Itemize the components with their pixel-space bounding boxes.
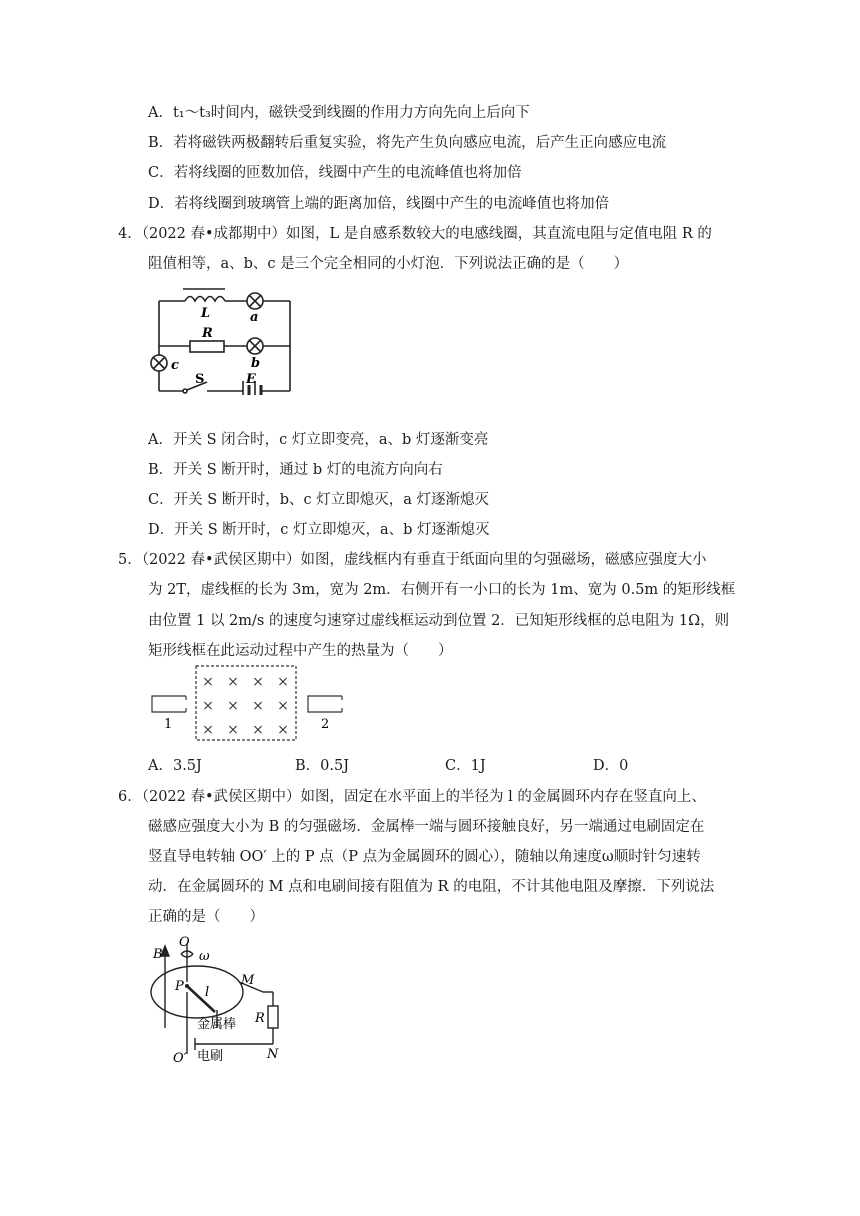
q4-label-S: S xyxy=(195,372,205,387)
q4-label-c: c xyxy=(171,358,179,373)
q5-cross: × xyxy=(252,674,264,690)
q4-stem-line1: 4．（2022 春•成都期中）如图，L 是自感系数较大的电感线圈，其直流电阻与定值电阻 R 的 xyxy=(118,226,712,242)
q4-label-R: R xyxy=(202,326,213,341)
q6-label-omega: ω xyxy=(199,949,210,964)
q5-cross: × xyxy=(227,698,239,714)
q5-option-c: C．1J xyxy=(445,758,486,774)
q4-option-d: D．开关 S 断开时，c 灯立即熄灭，a、b 灯逐渐熄灭 xyxy=(148,522,490,538)
q5-stem-line1: 5．（2022 春•武侯区期中）如图，虚线框内有垂直于纸面向里的匀强磁场，磁感应强度大小 xyxy=(118,552,707,568)
q6-rotating-rod-figure xyxy=(145,930,295,1070)
q5-cross: × xyxy=(277,674,289,690)
q3-option-b: B．若将磁铁两极翻转后重复实验，将先产生负向感应电流，后产生正向感应电流 xyxy=(148,135,667,151)
q6-stem-line1: 6．（2022 春•武侯区期中）如图，固定在水平面上的半径为 l 的金属圆环内存在竖直向上、 xyxy=(118,789,706,805)
q6-label-O: O xyxy=(179,935,190,950)
q6-label-N: N xyxy=(267,1047,279,1062)
q6-label-R: R xyxy=(255,1011,265,1026)
q5-cross: × xyxy=(252,722,264,738)
q4-label-E: E xyxy=(246,372,256,387)
q6-label-l: l xyxy=(205,985,210,1000)
q6-label-P: P xyxy=(175,979,184,994)
q4-label-a: a xyxy=(250,310,259,325)
q4-option-b: B．开关 S 断开时，通过 b 灯的电流方向向右 xyxy=(148,462,443,478)
q5-stem-line2: 为 2T，虚线框的长为 3m，宽为 2m．右侧开有一小口的长为 1m、宽为 0.5m 的矩形线框 xyxy=(148,582,736,598)
q5-label-position-1: 1 xyxy=(164,717,173,732)
q3-option-d: D．若将线圈到玻璃管上端的距离加倍，线圈中产生的电流峰值也将加倍 xyxy=(148,196,610,212)
q5-magnetic-field-figure xyxy=(148,664,348,744)
q6-label-M: M xyxy=(241,973,255,988)
q6-label-O-prime: O′ xyxy=(173,1051,187,1066)
q6-label-brush: 电刷 xyxy=(197,1049,224,1064)
q6-stem-line2: 磁感应强度大小为 B 的匀强磁场．金属棒一端与圆环接触良好，另一端通过电刷固定在 xyxy=(148,819,705,835)
q5-label-position-2: 2 xyxy=(321,717,330,732)
q3-option-c: C．若将线圈的匝数加倍，线圈中产生的电流峰值也将加倍 xyxy=(148,165,522,181)
q5-cross: × xyxy=(202,674,214,690)
q4-label-b: b xyxy=(251,356,261,371)
q5-cross: × xyxy=(277,722,289,738)
q6-stem-line5: 正确的是（ ） xyxy=(148,909,264,925)
q3-option-a: A．t₁～t₃时间内，磁铁受到线圈的作用力方向先向上后向下 xyxy=(148,105,530,121)
q6-stem-line4: 动．在金属圆环的 M 点和电刷间接有阻值为 R 的电阻，不计其他电阻及摩擦．下列说法 xyxy=(148,879,715,895)
q5-option-a: A．3.5J xyxy=(148,758,202,774)
q5-option-b: B．0.5J xyxy=(295,758,350,774)
q4-option-c: C．开关 S 断开时，b、c 灯立即熄灭，a 灯逐渐熄灭 xyxy=(148,492,490,508)
q6-label-rod: 金属棒 xyxy=(197,1017,237,1032)
q4-stem-line2: 阻值相等，a、b、c 是三个完全相同的小灯泡．下列说法正确的是（ ） xyxy=(148,256,629,272)
q6-stem-line3: 竖直导电转轴 OO′ 上的 P 点（P 点为金属圆环的圆心），随轴以角速度ω顺时针匀速转 xyxy=(148,849,701,865)
q5-option-d: D．0 xyxy=(593,758,629,774)
q4-label-L: L xyxy=(201,306,211,321)
q5-stem-line3: 由位置 1 以 2m/s 的速度匀速穿过虚线框运动到位置 2．已知矩形线框的总电阻为 1Ω，则 xyxy=(148,613,730,629)
q4-circuit-figure xyxy=(145,283,295,395)
q5-cross: × xyxy=(202,698,214,714)
q5-cross: × xyxy=(277,698,289,714)
q5-cross: × xyxy=(202,722,214,738)
q4-option-a: A．开关 S 闭合时，c 灯立即变亮，a、b 灯逐渐变亮 xyxy=(148,432,489,448)
q5-cross: × xyxy=(227,722,239,738)
q5-stem-line4: 矩形线框在此运动过程中产生的热量为（ ） xyxy=(148,643,453,659)
q5-cross: × xyxy=(252,698,264,714)
q6-label-B: B xyxy=(153,947,163,962)
q5-cross: × xyxy=(227,674,239,690)
